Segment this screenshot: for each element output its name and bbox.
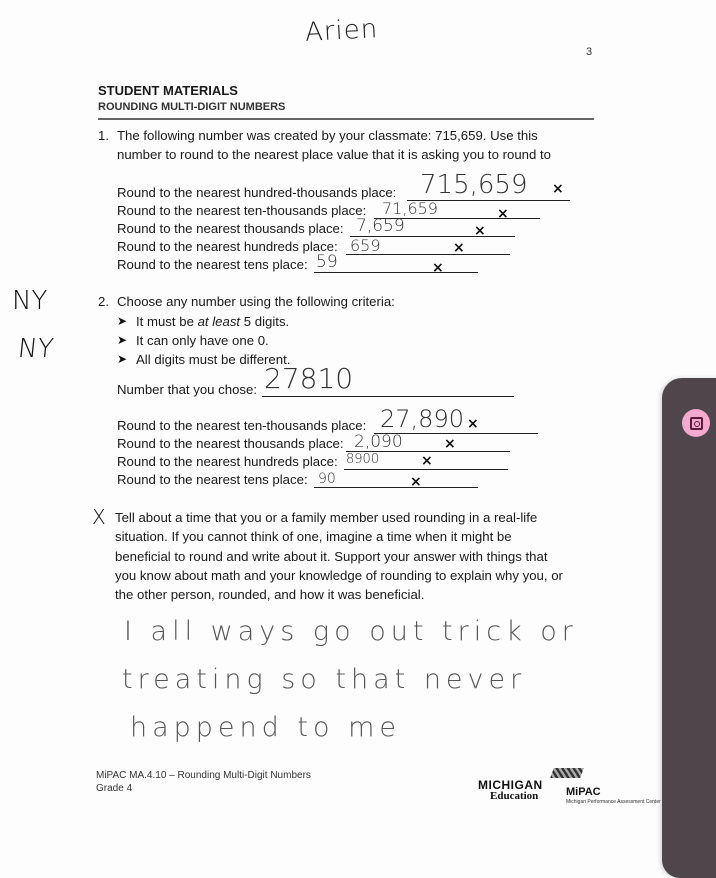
side-toolbar-panel[interactable]	[662, 378, 716, 878]
q3-response-line: treating so that never	[122, 664, 527, 695]
q1-answer: 71,659	[382, 199, 438, 218]
arrow-bullet-icon: ➤	[117, 314, 128, 328]
q1-item-label: Round to the nearest tens place:	[117, 257, 308, 272]
q3-response-line: happend to me	[130, 712, 401, 743]
q3-response-line: I all ways go out trick or	[124, 616, 578, 647]
wrong-mark: ×	[421, 453, 433, 469]
q2-answer-line	[344, 469, 508, 470]
q2-answer: 2,090	[354, 432, 403, 452]
q1-answer: 715,659	[420, 170, 528, 200]
graduation-cap-icon	[550, 768, 584, 778]
q3-prompt-line: you know about math and your knowledge of rounding to explain why you, or	[115, 568, 563, 583]
q3-x-mark: X	[92, 505, 106, 529]
q3-prompt-line: the other person, rounded, and how it was beneficial.	[115, 587, 425, 602]
q1-item-label: Round to the nearest ten-thousands place:	[117, 203, 367, 218]
q3-prompt-line: beneficial to round and write about it. Support your answer with things that	[115, 549, 548, 564]
q2-answer: 27,890	[380, 405, 464, 433]
q2-item-label: Round to the nearest hundreds place:	[117, 454, 338, 469]
q2-number: 2.	[98, 294, 109, 309]
q3-prompt-line: situation. If you cannot think of one, imagine a time when it might be	[115, 529, 512, 544]
q2-prompt: Choose any number using the following criteria:	[117, 294, 395, 309]
q2-answer: 90	[318, 471, 336, 487]
mipac-logo-sub: Michigan Performance Assessment Center	[566, 799, 661, 805]
margin-note: NY	[12, 286, 48, 316]
q1-answer-line	[314, 272, 478, 273]
wrong-mark: ×	[410, 474, 422, 490]
student-name: Arien	[304, 14, 379, 48]
q2-answer: 8900	[346, 452, 380, 467]
q1-item-label: Round to the nearest hundreds place:	[117, 239, 338, 254]
arrow-bullet-icon: ➤	[117, 333, 128, 347]
q2-chosen-value: 27810	[264, 362, 354, 395]
q2-criterion: All digits must be different.	[136, 352, 291, 367]
header-subtitle: ROUNDING MULTI-DIGIT NUMBERS	[98, 101, 286, 113]
q1-number: 1.	[98, 128, 109, 143]
q2-chosen-line	[262, 396, 514, 397]
page-number: 3	[586, 46, 593, 58]
wrong-mark: ×	[497, 206, 509, 222]
screenshot-frame-icon	[690, 417, 703, 430]
wrong-mark: ×	[453, 240, 465, 256]
q2-item-label: Round to the nearest ten-thousands place:	[117, 418, 367, 433]
mipac-logo: MiPAC	[566, 786, 601, 798]
wrong-mark: ×	[432, 260, 444, 276]
wrong-mark: ×	[444, 436, 456, 452]
wrong-mark: ×	[474, 223, 486, 239]
q1-item-label: Round to the nearest thousands place:	[117, 221, 344, 236]
q2-chosen-label: Number that you chose:	[117, 382, 258, 397]
q3-prompt-line: Tell about a time that you or a family member used rounding in a real-life	[115, 510, 538, 525]
wrong-mark: ×	[552, 181, 564, 197]
q2-item-label: Round to the nearest thousands place:	[117, 436, 344, 451]
q1-answer: 659	[350, 236, 381, 255]
margin-note: NY	[16, 334, 55, 364]
q1-answer: 7,659	[356, 216, 405, 236]
header-title: STUDENT MATERIALS	[98, 83, 238, 98]
michigan-education-logo-sub: Education	[490, 790, 539, 802]
q1-prompt-line2: number to round to the nearest place value that it is asking you to round to	[117, 147, 551, 162]
q1-answer: 59	[316, 252, 338, 272]
michigan-education-logo: MICHIGAN	[478, 778, 543, 792]
q2-answer-line	[314, 487, 478, 488]
footer-grade: Grade 4	[96, 783, 133, 794]
q2-item-label: Round to the nearest tens place:	[117, 472, 308, 487]
q1-prompt-line1: The following number was created by your classmate: 715,659. Use this	[117, 128, 538, 143]
footer-course: MiPAC MA.4.10 – Rounding Multi-Digit Numbers	[96, 770, 311, 781]
arrow-bullet-icon: ➤	[117, 352, 128, 366]
q2-criterion: It must be at least 5 digits.	[136, 314, 290, 329]
screenshot-button[interactable]	[682, 409, 710, 437]
wrong-mark: ×	[467, 416, 479, 432]
q1-item-label: Round to the nearest hundred-thousands place:	[117, 185, 397, 200]
header-divider	[98, 118, 594, 120]
q2-criterion: It can only have one 0.	[136, 333, 269, 348]
